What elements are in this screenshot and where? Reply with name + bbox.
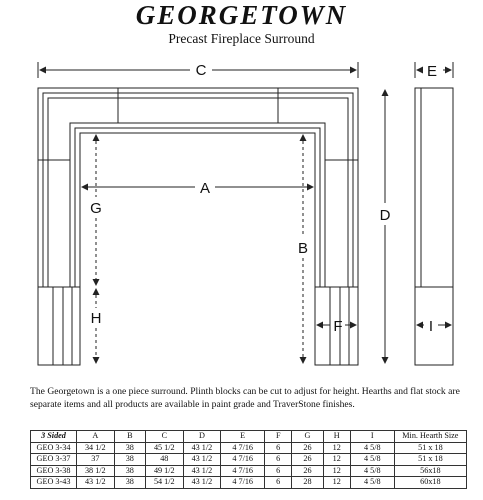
table-cell: 28: [292, 477, 323, 489]
table-cell: 4 5/8: [350, 454, 394, 466]
table-cell: 4 5/8: [350, 465, 394, 477]
table-cell: 4 7/16: [221, 454, 265, 466]
column-header: E: [221, 431, 265, 443]
table-cell: 43 1/2: [183, 465, 221, 477]
table-cell: GEO 3-43: [31, 477, 77, 489]
product-description: The Georgetown is a one piece surround. Plinth blocks can be cut to adjust for height. Hearths and flat stock are separate items and all products are available in paint grade and TraverStone finishes.: [30, 386, 460, 410]
table-cell: 26: [292, 454, 323, 466]
spec-table: [30, 430, 467, 489]
table-cell: 6: [265, 477, 292, 489]
table-cell: 4 7/16: [221, 442, 265, 454]
table-cell: 49 1/2: [145, 465, 183, 477]
page-title: GEORGETOWN: [135, 0, 348, 30]
table-cell: 56x18: [394, 465, 466, 477]
column-header: G: [292, 431, 323, 443]
column-header: I: [350, 431, 394, 443]
table-cell: 43 1/2: [183, 477, 221, 489]
spec-table-header: [31, 431, 467, 443]
table-cell: GEO 3-34: [31, 442, 77, 454]
table-cell: 48: [145, 454, 183, 466]
column-header: 3 Sided: [31, 431, 77, 443]
table-cell: 54 1/2: [145, 477, 183, 489]
label-h: H: [90, 310, 102, 327]
table-cell: 26: [292, 442, 323, 454]
page-subtitle: Precast Fireplace Surround: [168, 31, 315, 46]
table-row: [31, 442, 467, 454]
table-cell: 12: [323, 465, 350, 477]
fireplace-drawing: [0, 52, 483, 377]
table-cell: 60x18: [394, 477, 466, 489]
table-cell: 45 1/2: [145, 442, 183, 454]
table-cell: 38 1/2: [77, 465, 115, 477]
table-cell: 38: [114, 465, 145, 477]
table-cell: 43 1/2: [183, 442, 221, 454]
column-header: F: [265, 431, 292, 443]
table-cell: 4 5/8: [350, 477, 394, 489]
label-a: A: [199, 180, 211, 197]
table-row: [31, 454, 467, 466]
table-cell: GEO 3-38: [31, 465, 77, 477]
table-cell: 38: [114, 477, 145, 489]
column-header: C: [145, 431, 183, 443]
surround-front-view: [38, 88, 358, 365]
table-cell: 6: [265, 442, 292, 454]
label-e: E: [426, 63, 438, 80]
table-cell: 4 7/16: [221, 477, 265, 489]
table-cell: 43 1/2: [77, 477, 115, 489]
table-cell: 51 x 18: [394, 454, 466, 466]
label-c: C: [195, 62, 207, 79]
table-cell: 12: [323, 442, 350, 454]
table-cell: 43 1/2: [183, 454, 221, 466]
column-header: B: [114, 431, 145, 443]
table-cell: 51 x 18: [394, 442, 466, 454]
table-cell: 26: [292, 465, 323, 477]
label-d: D: [379, 207, 391, 224]
label-f: F: [333, 318, 343, 335]
table-cell: 34 1/2: [77, 442, 115, 454]
column-header: Min. Hearth Size: [394, 431, 466, 443]
table-cell: GEO 3-37: [31, 454, 77, 466]
plinth-blocks: [38, 287, 358, 365]
table-row: [31, 477, 467, 489]
surround-side-view: [415, 88, 453, 365]
table-cell: 37: [77, 454, 115, 466]
label-g: G: [90, 200, 102, 217]
table-cell: 6: [265, 465, 292, 477]
table-cell: 4 7/16: [221, 465, 265, 477]
column-header: A: [77, 431, 115, 443]
table-cell: 38: [114, 454, 145, 466]
label-i: I: [428, 318, 434, 335]
table-cell: 38: [114, 442, 145, 454]
table-cell: 12: [323, 477, 350, 489]
table-cell: 4 5/8: [350, 442, 394, 454]
label-b: B: [297, 240, 309, 257]
column-header: H: [323, 431, 350, 443]
table-cell: 12: [323, 454, 350, 466]
table-cell: 6: [265, 454, 292, 466]
column-header: D: [183, 431, 221, 443]
table-row: [31, 465, 467, 477]
